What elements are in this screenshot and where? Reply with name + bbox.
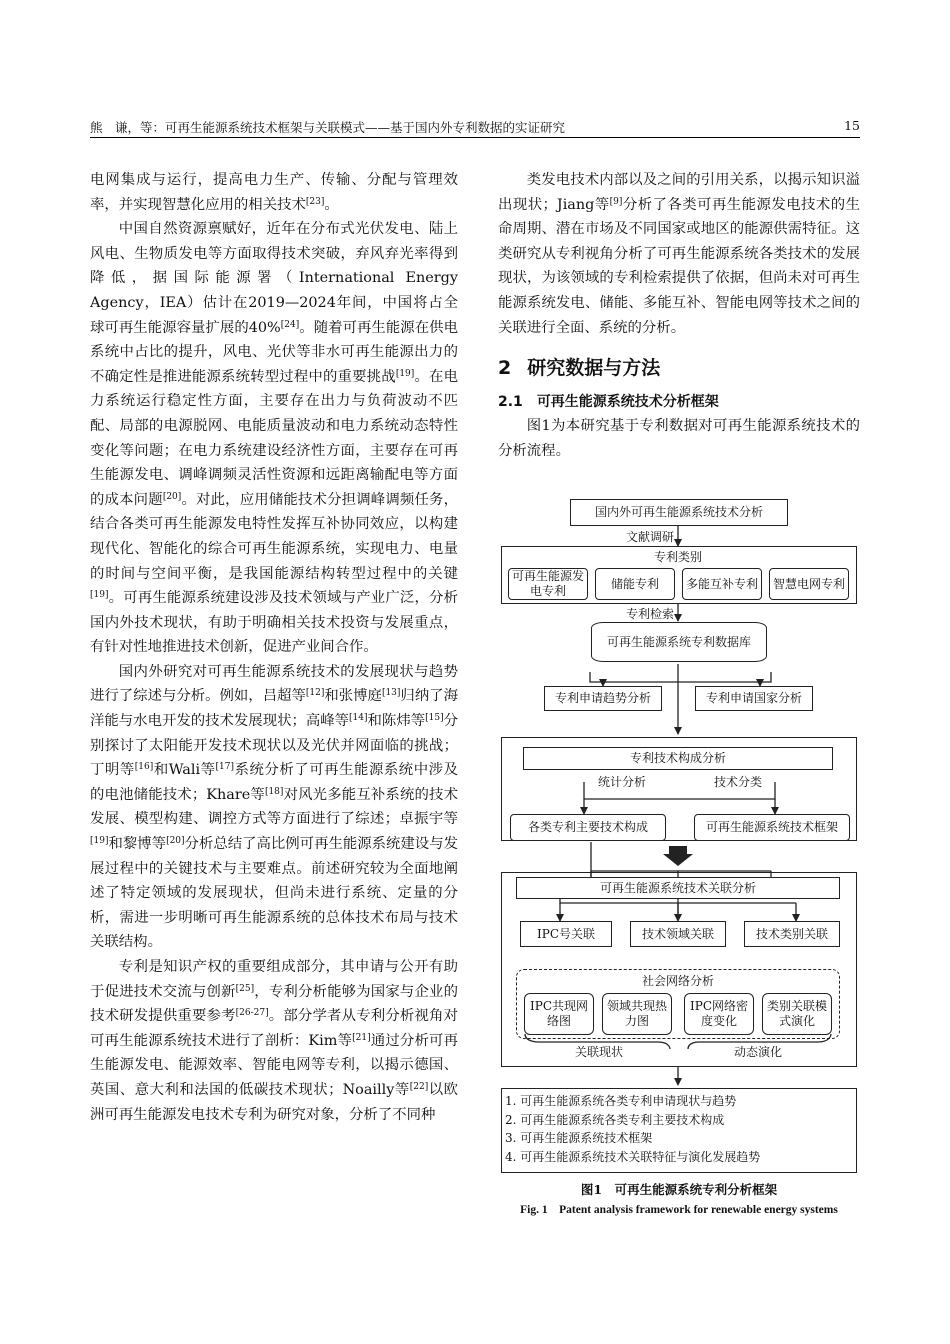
result-item: 2. 可再生能源系统各类专利主要技术构成	[505, 1112, 725, 1127]
bracket-line	[590, 672, 771, 682]
trend-analysis-box: 专利申请趋势分析	[544, 686, 662, 711]
citation: [17]	[215, 762, 235, 773]
citation: [20]	[162, 491, 182, 502]
section-heading	[498, 354, 860, 382]
category-storage: 储能专利	[595, 568, 675, 600]
framework-box: 可再生能源系统技术框架	[694, 814, 850, 841]
status-label: 关联现状	[575, 1045, 624, 1059]
thick-down-arrow	[663, 846, 693, 866]
subsection-title: 可再生能源系统技术分析框架	[536, 394, 719, 411]
ipc-network-box: IPC共现网络图	[524, 993, 594, 1035]
text-run: 和Wali等	[153, 762, 216, 779]
subsection-number: 2.1	[498, 394, 523, 411]
text-run: 电网集成与运行，提高电力生产、传输、分配与管理效率，并实现智慧化应用的相关技术	[90, 172, 458, 213]
figure-flowchart	[498, 494, 860, 1236]
stat-label: 统计分析	[598, 775, 647, 789]
citation: [24]	[280, 319, 300, 330]
section-title: 研究数据与方法	[527, 357, 661, 380]
search-label: 专利检索	[626, 607, 675, 621]
category-renewable: 可再生能源发电专利	[508, 568, 588, 600]
dynamic-label: 动态演化	[734, 1045, 783, 1059]
result-item: 3. 可再生能源系统技术框架	[505, 1131, 653, 1145]
text-run: 归纳了海洋能与水电开发的技术发展现状；高峰等	[90, 688, 458, 730]
citation: [12]	[305, 688, 325, 699]
text-run: 。部分学者从专利分析视角对可再生能源系统技术进行了剖析：Kim等	[90, 1008, 458, 1049]
citation: [15]	[425, 713, 444, 724]
figure-caption-en: Fig. 1 Patent analysis framework for renewable energy systems	[520, 1204, 838, 1216]
composition-title-box: 专利技术构成分析	[523, 747, 833, 770]
text-run: 和黎博等	[108, 836, 167, 853]
citation: [25]	[235, 983, 255, 994]
category-smart-grid: 智慧电网专利	[769, 568, 849, 600]
association-title-box: 可再生能源系统技术关联分析	[516, 877, 840, 899]
citation: [23]	[305, 196, 325, 207]
heatmap-box: 领域共现热力图	[602, 993, 672, 1035]
header-title: 熊 谦，等：可再生能源系统技术框架与关联模式——基于国内外专利数据的实证研究	[90, 120, 566, 135]
text-run: 。	[324, 196, 339, 213]
citation: [13]	[381, 688, 401, 699]
density-box: IPC网络密度变化	[684, 993, 754, 1035]
text-run: 对风光多能互补系统的技术发展、模型构建、调控方式等方面进行了综述；卓振宇等	[90, 786, 458, 828]
citation: [9]	[609, 196, 623, 207]
patent-database: 可再生能源系统专利数据库	[591, 622, 767, 662]
text-run: 系统分析了可再生能源系统中涉及的电池储能技术；Khare等	[90, 762, 458, 803]
text-run: 。在电力系统运行稳定性方面，主要存在出力与负荷波动不匹配、局部的电源脱网、电能质量波动和电力系统动态特性变化等问题；在电力系统建设经济性方面，主要存在可再生能源发电、调峰调频灵活性资源和远距离输配电等方面的成本问题	[90, 368, 458, 508]
running-header	[90, 117, 860, 138]
class-assoc-box: 技术类别关联	[744, 921, 840, 947]
citation: [26-27]	[235, 1008, 269, 1019]
result-item: 4. 可再生能源系统技术关联特征与演化发展趋势	[505, 1149, 761, 1164]
lit-label: 文献调研	[626, 530, 675, 544]
text-run: 和张博庭	[324, 688, 382, 705]
paragraph	[498, 168, 860, 340]
right-column	[498, 168, 860, 463]
paragraph	[90, 660, 458, 955]
category-multi-energy: 多能互补专利	[682, 568, 762, 600]
figure-caption-cn: 图1 可再生能源系统专利分析框架	[580, 1182, 778, 1197]
text-run: ，专利分析能够为国家与企业的技术研发提供重要参考	[90, 983, 458, 1025]
field-assoc-box: 技术领域关联	[630, 921, 726, 947]
text-run: 专利是知识产权的重要组成部分，其申请与公开有助于促进技术交流与创新	[90, 959, 458, 1000]
main-composition-box: 各类专利主要技术构成	[510, 814, 666, 841]
text-run: 。可再生能源系统建设涉及技术领域与产业广泛，分析国内外技术现状，有助于明确相关技术投资与发展重点，有针对性地推进技术创新，促进产业间合作。	[90, 590, 458, 656]
paragraph	[90, 955, 458, 1127]
text-run: 国内外研究对可再生能源系统技术的发展现状与趋势进行了综述与分析。例如，吕超等	[90, 663, 458, 705]
citation: [22]	[409, 1081, 429, 1092]
text-run: 。随着可再生能源在供电系统中占比的提升，风电、光伏等非水可再生能源出力的不确定性是推进能源系统转型过程中的重要挑战	[90, 319, 458, 385]
citation: [19]	[90, 590, 109, 601]
citation: [19]	[395, 368, 415, 379]
text-run: 和陈炜等	[367, 713, 426, 730]
citation: [21]	[352, 1032, 371, 1043]
left-column	[90, 168, 458, 1127]
text-run: 中国自然资源禀赋好，近年在分布式光伏发电、陆上风电、生物质发电等方面取得技术突破，弃风弃光率得到降低，据国际能源署（International Energy Agency，IEA）估计在2019—2024年间，中国将占全球可再生能源容量扩展的40%	[90, 221, 458, 336]
text-run: 分析了各类可再生能源发电技术的生命周期、潜在市场及不同国家或地区的能源供需特征。这类研究从专利视角分析了可再生能源系统各类技术的发展现状，为该领域的专利检索提供了依据，但尚未对可再生能源系统发电、储能、多能互补、智能电网等技术之间的关联进行全面、系统的分析。	[498, 196, 860, 336]
section-number: 2	[498, 357, 512, 380]
country-analysis-box: 专利申请国家分析	[695, 686, 813, 711]
result-item: 1. 可再生能源系统各类专利申请现状与趋势	[505, 1094, 737, 1108]
text-run: 类发电技术内部以及之间的引用关系，以揭示知识溢出现状；Jiang等	[498, 172, 860, 213]
paragraph	[90, 168, 458, 217]
top-box: 国内外可再生能源系统技术分析	[570, 499, 788, 526]
subsection-heading	[498, 390, 860, 414]
evolution-box: 类别关联模式演化	[762, 993, 832, 1035]
text-run: 分别探讨了太阳能开发技术现状以及光伏并网面临的挑战；丁明等	[90, 713, 458, 779]
text-run: 以欧洲可再生能源发电技术专利为研究对象，分析了不同种	[90, 1081, 458, 1123]
citation: [19]	[90, 836, 109, 847]
tech-class-label: 技术分类	[714, 775, 763, 789]
ipc-assoc-box: IPC号关联	[520, 921, 612, 947]
citation: [16]	[134, 762, 154, 773]
citation: [14]	[349, 713, 368, 724]
paragraph: 图1为本研究基于专利数据对可再生能源系统技术的分析流程。	[498, 418, 860, 459]
text-run: 通过分析可再生能源发电、能源效率、智能电网等专利，以揭示德国、英国、意大利和法国的低碳技术现状；Noailly等	[90, 1032, 458, 1098]
patent-category-title: 专利类别	[654, 550, 703, 564]
text-run: 分析总结了高比例可再生能源系统建设与发展过程中的关键技术与主要难点。前述研究较为全面地阐述了特定领域的发展现状，但尚未进行系统、定量的分析，需进一步明晰可再生能源系统的总体技术布局与技术关联结构。	[90, 836, 458, 951]
page-number: 15	[844, 118, 860, 133]
results-list	[505, 1092, 760, 1166]
text-run: 。对此，应用储能技术分担调峰调频任务，结合各类可再生能源发电特性发挥互补协同效应，以构建现代化、智能化的综合可再生能源系统，实现电力、电量的时间与空间平衡，是我国能源结构转型过程中的关键	[90, 491, 458, 582]
citation: [20]	[166, 836, 185, 847]
citation: [18]	[264, 786, 284, 797]
paragraph	[90, 217, 458, 660]
sna-title: 社会网络分析	[642, 974, 715, 988]
